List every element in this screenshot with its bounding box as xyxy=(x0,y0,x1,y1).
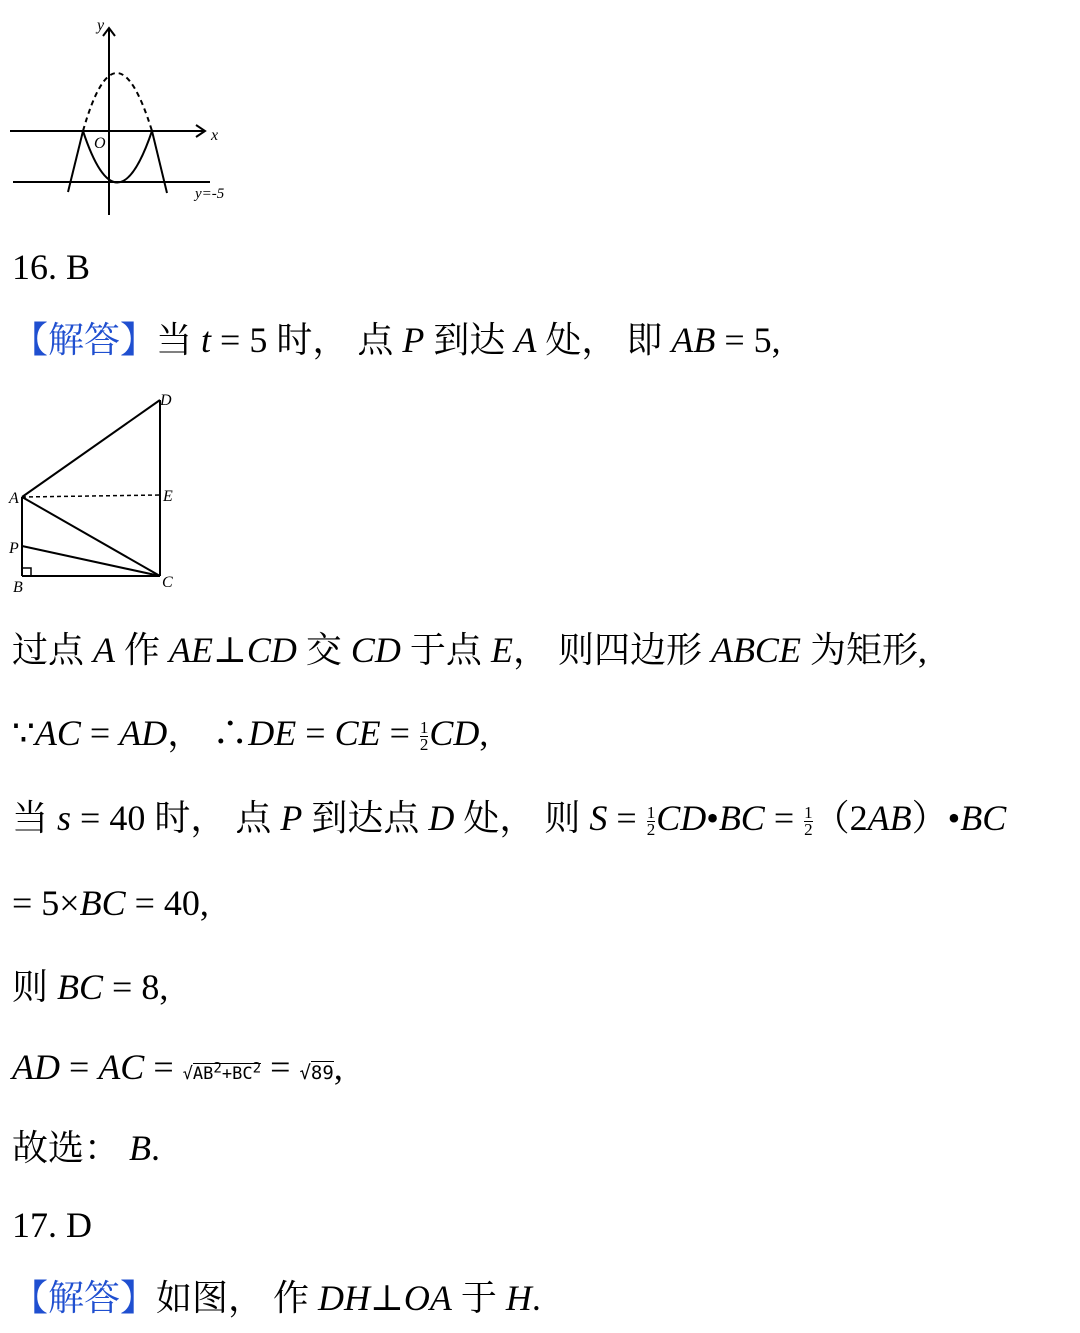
text: • xyxy=(706,798,719,838)
solution-tag: 【解答】 xyxy=(12,1278,157,1318)
text: = xyxy=(80,713,120,753)
text: 则 xyxy=(12,967,58,1007)
var: P xyxy=(280,798,303,838)
y-axis-label: y xyxy=(97,17,105,34)
var: DE xyxy=(248,713,297,753)
q16-line1 xyxy=(12,318,781,362)
var: s xyxy=(57,798,72,838)
text: , xyxy=(479,713,489,753)
origin-label: O xyxy=(94,135,106,152)
right-branch xyxy=(152,131,167,193)
q16-line2 xyxy=(12,628,927,672)
q16-line4 xyxy=(12,796,1006,840)
segment-PC xyxy=(22,546,160,576)
text: ， ∴ xyxy=(167,713,249,753)
label-B: B xyxy=(13,579,23,596)
var: CD xyxy=(656,798,707,838)
text: 交 xyxy=(296,630,351,670)
sqrt-89: √89 xyxy=(299,1062,334,1084)
q17-line1 xyxy=(12,1276,541,1320)
q16-line7 xyxy=(12,1045,343,1096)
q16-line8 xyxy=(12,1126,160,1170)
q16-line5 xyxy=(12,881,209,925)
text: （2 xyxy=(813,798,868,838)
text: = 40 时， 点 xyxy=(71,798,281,838)
label-P: P xyxy=(9,540,19,557)
line-label: y=-5 xyxy=(195,186,225,202)
text: ⊥ xyxy=(370,1278,404,1318)
parabola-graph-figure xyxy=(0,0,250,220)
text: = 5 时， 点 xyxy=(211,320,403,360)
text: , xyxy=(333,1047,343,1087)
text: = 8, xyxy=(103,967,169,1007)
text: 到达 xyxy=(424,320,515,360)
var: CD xyxy=(246,630,297,670)
var: t xyxy=(201,320,212,360)
var: B xyxy=(129,1128,152,1168)
var: A xyxy=(514,320,537,360)
var: BC xyxy=(960,798,1007,838)
var: ABCE xyxy=(710,630,801,670)
text: 处， 则 xyxy=(454,798,590,838)
solution-tag: 【解答】 xyxy=(12,320,157,360)
fraction-half: $\frac{1}{2}$ xyxy=(646,803,656,840)
q16-line3 xyxy=(12,711,488,755)
var: S xyxy=(589,798,608,838)
text: 作 xyxy=(115,630,170,670)
var: AB xyxy=(867,798,912,838)
text: = xyxy=(261,1047,300,1087)
text: 到达点 xyxy=(302,798,429,838)
dashed-parabola xyxy=(83,73,152,131)
text: = xyxy=(144,1047,183,1087)
var: DH xyxy=(318,1278,371,1318)
text: ⊥ xyxy=(213,630,247,670)
q17-heading: 17. D xyxy=(12,1205,92,1245)
var: AC xyxy=(34,713,81,753)
text: = 40, xyxy=(125,883,209,923)
var: AC xyxy=(98,1047,145,1087)
label-A: A xyxy=(9,490,19,507)
var: AB xyxy=(671,320,716,360)
label-E: E xyxy=(163,488,173,505)
text: ∵ xyxy=(12,713,35,753)
segment-AC xyxy=(22,497,160,576)
var: H xyxy=(505,1278,532,1318)
text: 故选： xyxy=(12,1128,130,1168)
text: 于点 xyxy=(400,630,491,670)
text: 于 xyxy=(451,1278,506,1318)
text: 当 xyxy=(156,320,202,360)
text: ， 则四边形 xyxy=(512,630,711,670)
text: . xyxy=(151,1128,161,1168)
text: ）• xyxy=(911,798,961,838)
var: BC xyxy=(57,967,104,1007)
sqrt-expression: $√AB^2+BC^2$ xyxy=(182,1060,262,1084)
fraction-half: $\frac{1}{2}$ xyxy=(419,718,429,755)
text: 过点 xyxy=(12,630,94,670)
var: BC xyxy=(718,798,765,838)
text: = xyxy=(380,713,419,753)
segment-AD xyxy=(22,400,160,497)
text: = xyxy=(60,1047,99,1087)
var: D xyxy=(428,798,455,838)
text: 处， 即 xyxy=(536,320,672,360)
var: CD xyxy=(350,630,401,670)
label-C: C xyxy=(162,574,173,591)
var: BC xyxy=(79,883,126,923)
text: 为矩形, xyxy=(800,630,927,670)
q16-line6 xyxy=(12,965,168,1009)
text: 当 xyxy=(12,798,58,838)
var: OA xyxy=(403,1278,452,1318)
text: = xyxy=(296,713,335,753)
rectangle-triangle-figure xyxy=(0,385,200,600)
x-axis-label: x xyxy=(211,127,219,144)
var: CD xyxy=(429,713,480,753)
var: AD xyxy=(12,1047,60,1087)
var: CE xyxy=(334,713,381,753)
text: = xyxy=(764,798,804,838)
var: P xyxy=(402,320,425,360)
fraction-half: $\frac{1}{2}$ xyxy=(804,803,813,840)
right-angle-mark xyxy=(22,568,31,576)
var: E xyxy=(490,630,513,670)
segment-AE xyxy=(22,495,160,497)
var: AD xyxy=(119,713,168,753)
var: AE xyxy=(169,630,214,670)
text: = xyxy=(607,798,646,838)
var: A xyxy=(93,630,116,670)
text: . xyxy=(531,1278,541,1318)
text: = 5, xyxy=(715,320,781,360)
label-D: D xyxy=(160,392,172,409)
text: = 5× xyxy=(12,883,80,923)
q16-heading: 16. B xyxy=(12,247,91,287)
text: 如图， 作 xyxy=(156,1278,319,1318)
